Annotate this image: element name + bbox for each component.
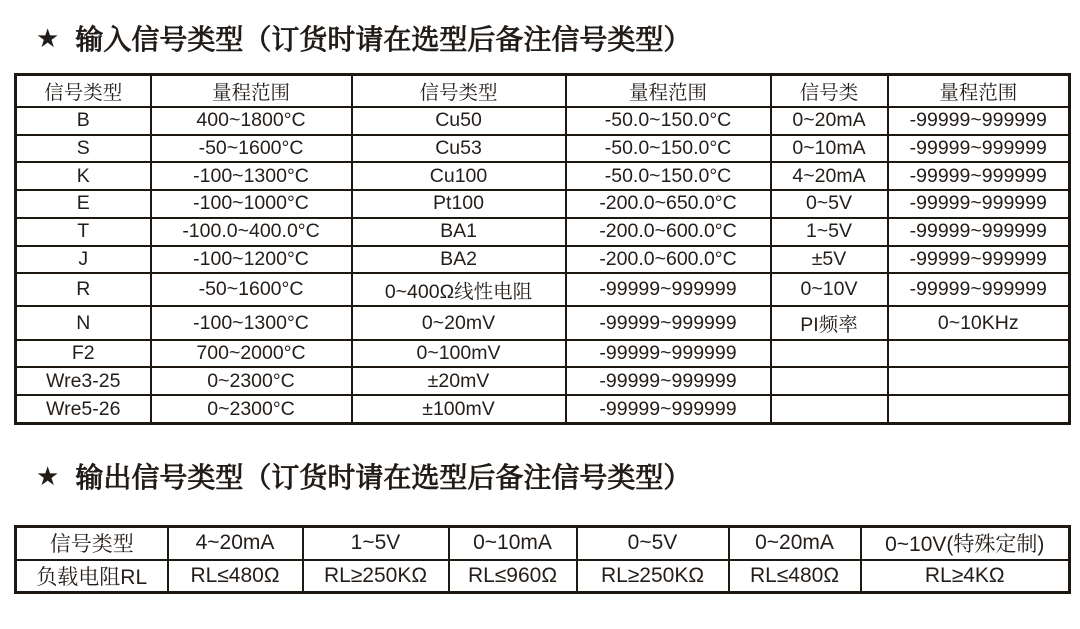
input-table-cell: -100~1300°C (151, 162, 352, 190)
input-table-header-cell: 信号类型 (352, 75, 566, 108)
input-table-cell: -100~1300°C (151, 306, 352, 339)
input-table-cell: N (16, 306, 151, 339)
input-table-header-cell: 量程范围 (566, 75, 771, 108)
input-table-cell: -200.0~600.0°C (566, 246, 771, 274)
input-table-cell: 1~5V (771, 218, 888, 246)
output-table-cell: RL≥250KΩ (303, 560, 449, 593)
input-table-cell: -100~1000°C (151, 190, 352, 218)
input-table-cell: -99999~999999 (888, 107, 1070, 135)
input-table-cell (771, 367, 888, 395)
input-table-cell: 0~20mV (352, 306, 566, 339)
output-table-cell: RL≥4KΩ (861, 560, 1070, 593)
output-table-cell: 0~10mA (449, 527, 577, 560)
input-table-header-cell: 信号类型 (16, 75, 151, 108)
input-table-cell: E (16, 190, 151, 218)
input-table-cell: -50~1600°C (151, 135, 352, 163)
output-table-cell: 0~20mA (729, 527, 861, 560)
output-table-cell: 4~20mA (168, 527, 303, 560)
input-table-cell: -50.0~150.0°C (566, 162, 771, 190)
input-table-row (16, 218, 1070, 246)
input-table-row (16, 340, 1070, 368)
input-table-header-cell: 信号类 (771, 75, 888, 108)
input-table-cell: -99999~999999 (888, 162, 1070, 190)
output-table-cell: 1~5V (303, 527, 449, 560)
input-table-cell: Pt100 (352, 190, 566, 218)
input-table-cell: K (16, 162, 151, 190)
input-table-row (16, 246, 1070, 274)
output-table-cell: RL≤480Ω (168, 560, 303, 593)
input-table-cell: ±100mV (352, 395, 566, 423)
input-table-cell: -99999~999999 (888, 218, 1070, 246)
input-table-row (16, 367, 1070, 395)
output-signal-table (14, 525, 1071, 594)
input-table-header-cell: 量程范围 (888, 75, 1070, 108)
input-table-cell: -50.0~150.0°C (566, 107, 771, 135)
input-table-cell: 0~10mA (771, 135, 888, 163)
input-table-row (16, 273, 1070, 306)
input-table-cell: 400~1800°C (151, 107, 352, 135)
input-table-header (16, 75, 1070, 108)
input-table-cell: Cu100 (352, 162, 566, 190)
output-signal-title (36, 456, 691, 496)
input-table-cell: F2 (16, 340, 151, 368)
input-signal-table (14, 73, 1071, 425)
output-table-cell: 0~10V(特殊定制) (861, 527, 1070, 560)
input-table-cell: Cu50 (352, 107, 566, 135)
input-table-header-row (16, 75, 1070, 108)
input-table-row (16, 162, 1070, 190)
input-table-cell: S (16, 135, 151, 163)
input-table-cell: -99999~999999 (566, 306, 771, 339)
input-table-cell: -99999~999999 (566, 395, 771, 423)
input-table-cell: -99999~999999 (888, 190, 1070, 218)
output-table-cell: 信号类型 (16, 527, 168, 560)
input-table-cell: 0~2300°C (151, 395, 352, 423)
input-table-cell: B (16, 107, 151, 135)
input-table-cell: R (16, 273, 151, 306)
input-table-cell: PI频率 (771, 306, 888, 339)
input-table-cell: Cu53 (352, 135, 566, 163)
star-icon: ★ (36, 460, 60, 491)
output-table-cell: RL≥250KΩ (577, 560, 729, 593)
input-table-cell (771, 395, 888, 423)
input-table-cell: -99999~999999 (888, 135, 1070, 163)
input-table-row (16, 190, 1070, 218)
input-table-cell: 4~20mA (771, 162, 888, 190)
input-table-cell: Wre5-26 (16, 395, 151, 423)
input-table-cell: -100.0~400.0°C (151, 218, 352, 246)
star-icon: ★ (36, 22, 60, 53)
input-table-cell: 700~2000°C (151, 340, 352, 368)
input-table-cell: 0~2300°C (151, 367, 352, 395)
input-table-cell: T (16, 218, 151, 246)
input-table-cell: BA1 (352, 218, 566, 246)
input-signal-title-text: 输入信号类型（订货时请在选型后备注信号类型） (75, 24, 692, 55)
input-table-cell (888, 367, 1070, 395)
input-table-cell: -99999~999999 (566, 340, 771, 368)
input-table-cell: Wre3-25 (16, 367, 151, 395)
input-table-cell: -99999~999999 (888, 246, 1070, 274)
input-table-row (16, 306, 1070, 339)
input-table-header-cell: 量程范围 (151, 75, 352, 108)
input-table-cell: ±5V (771, 246, 888, 274)
output-table-cell: 0~5V (577, 527, 729, 560)
output-table-cell: RL≤960Ω (449, 560, 577, 593)
input-table-cell: ±20mV (352, 367, 566, 395)
output-table-cell: RL≤480Ω (729, 560, 861, 593)
input-table-row (16, 135, 1070, 163)
input-table-cell: -200.0~600.0°C (566, 218, 771, 246)
input-table-cell: -99999~999999 (566, 367, 771, 395)
input-table-cell (771, 340, 888, 368)
input-table-cell: -50.0~150.0°C (566, 135, 771, 163)
input-table-row (16, 395, 1070, 423)
input-table-cell: J (16, 246, 151, 274)
input-table-cell: -50~1600°C (151, 273, 352, 306)
input-table-cell: 0~20mA (771, 107, 888, 135)
input-table-cell: 0~5V (771, 190, 888, 218)
input-table-cell: 0~10KHz (888, 306, 1070, 339)
output-signal-title-text: 输出信号类型（订货时请在选型后备注信号类型） (75, 462, 692, 493)
input-table-cell: -200.0~650.0°C (566, 190, 771, 218)
input-table-cell: -99999~999999 (566, 273, 771, 306)
input-table-cell (888, 340, 1070, 368)
input-table-cell: -99999~999999 (888, 273, 1070, 306)
input-table-cell: -100~1200°C (151, 246, 352, 274)
input-signal-title (36, 18, 691, 58)
input-table-row (16, 107, 1070, 135)
input-table-cell (888, 395, 1070, 423)
input-table-cell: 0~400Ω线性电阻 (352, 273, 566, 306)
output-table-cell: 负载电阻RL (16, 560, 168, 593)
input-table-cell: 0~100mV (352, 340, 566, 368)
input-table-cell: 0~10V (771, 273, 888, 306)
output-table-row (16, 527, 1070, 560)
input-table-cell: BA2 (352, 246, 566, 274)
output-table-row (16, 560, 1070, 593)
